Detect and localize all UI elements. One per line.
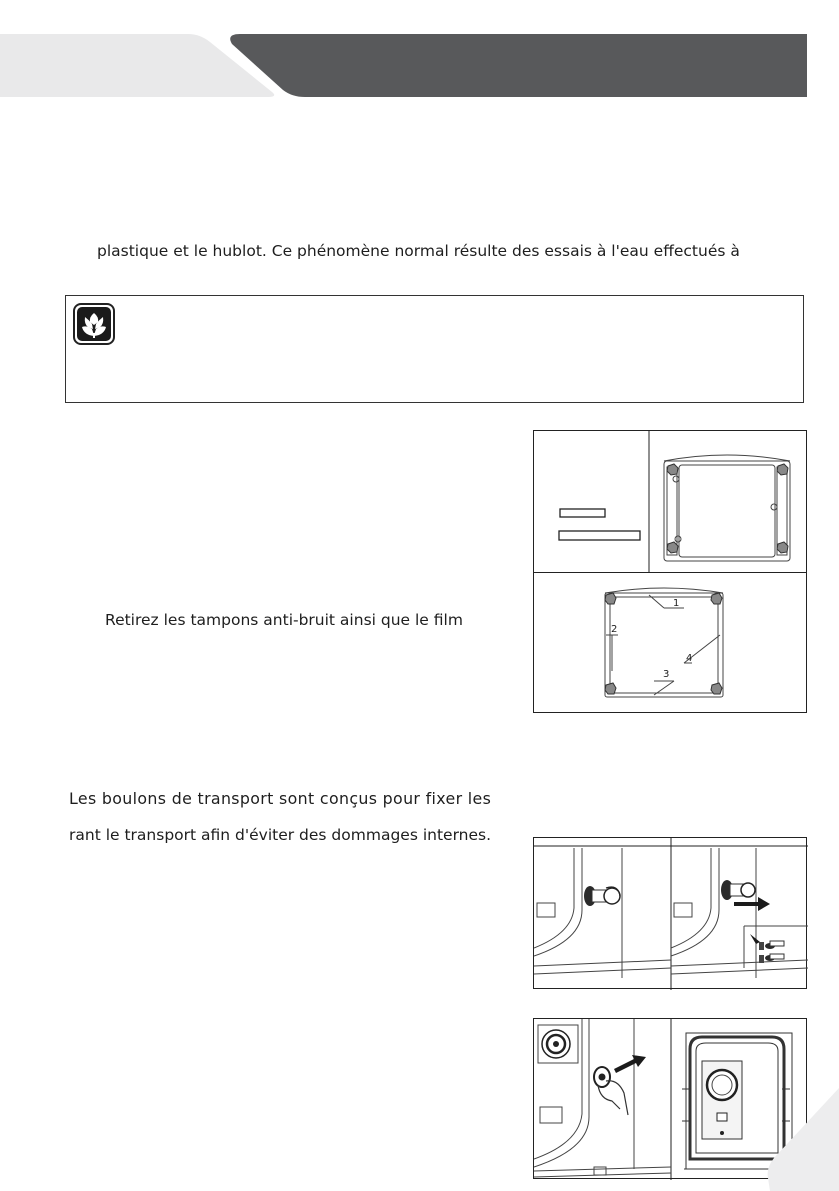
diagram-label-3: 3 <box>663 669 670 680</box>
figure-base-top <box>533 430 807 576</box>
diagram-label-4: 4 <box>686 653 693 664</box>
header-band <box>0 30 839 100</box>
transport-bolts-line-1: Les boulons de transport sont conçus pour fixer les <box>69 789 492 808</box>
figure-bolt-removal <box>533 837 807 989</box>
placeholder-bar-short <box>560 509 605 517</box>
machine-base-drawing <box>664 455 790 561</box>
unpacking-text: Retirez les tampons anti-bruit ainsi que le film <box>105 611 463 629</box>
intro-text-line: plastique et le hublot. Ce phénomène normal résulte des essais à l'eau effectués à <box>97 242 740 260</box>
diagram-label-1: 1 <box>673 598 680 609</box>
transport-bolts-line-2: rant le transport afin d'éviter des dommages internes. <box>69 826 492 844</box>
eco-notice-box <box>65 295 804 403</box>
header-dark-band <box>230 34 807 97</box>
figure-base-numbered <box>533 572 807 713</box>
eco-flower-icon <box>73 303 115 345</box>
page-corner-tab <box>760 1080 839 1191</box>
placeholder-bar-long <box>559 531 640 540</box>
diagram-label-2: 2 <box>611 624 618 635</box>
